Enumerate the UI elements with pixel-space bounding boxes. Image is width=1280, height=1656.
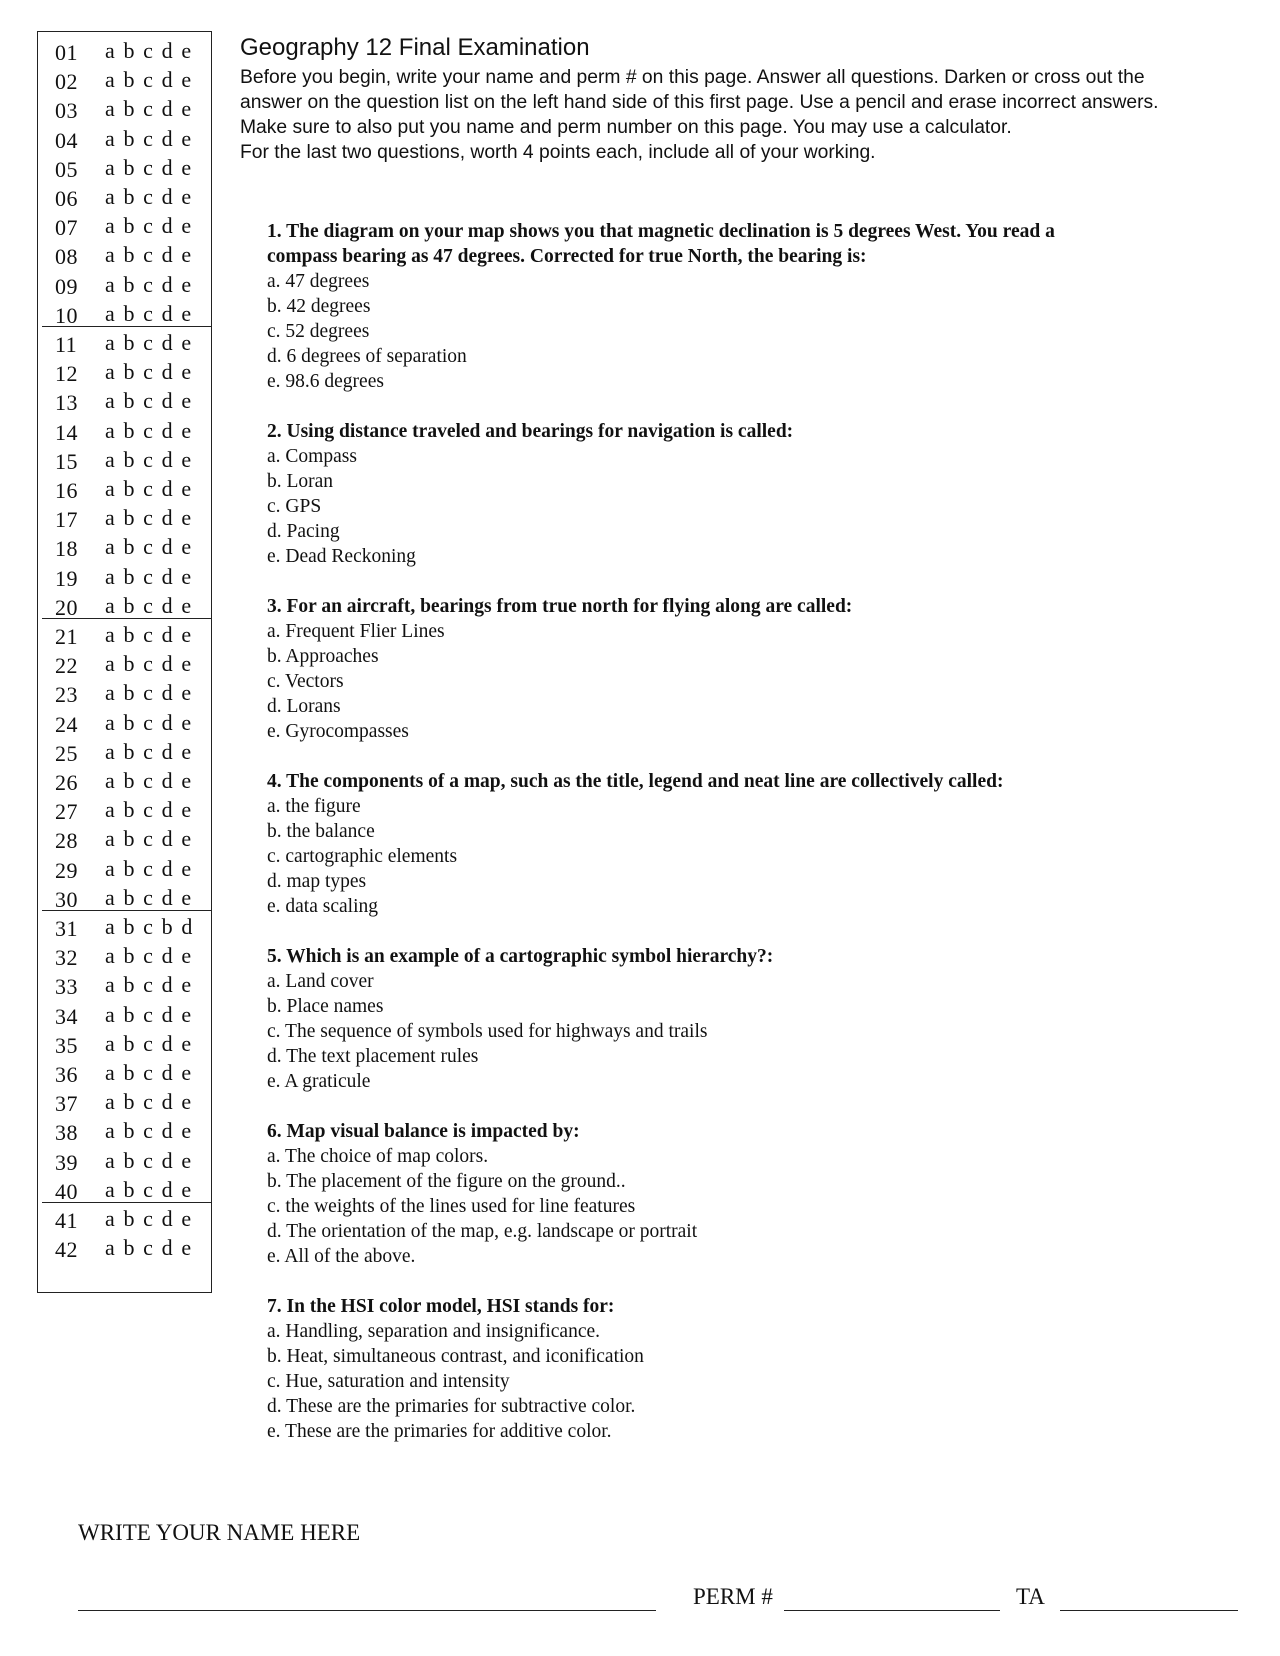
answer-row [38, 1175, 211, 1204]
answer-number: 42 [55, 1237, 78, 1263]
answer-sheet [37, 31, 212, 1293]
answer-choices[interactable]: a b c d e [105, 680, 193, 706]
answer-choices[interactable]: a b c d e [105, 96, 193, 122]
question-option: a. Compass [267, 446, 357, 467]
answer-choices[interactable]: a b c d e [105, 1001, 193, 1027]
answer-number: 39 [55, 1149, 78, 1175]
answer-number: 28 [55, 828, 78, 854]
answer-number: 07 [55, 215, 78, 241]
question-block [267, 419, 1167, 569]
answer-choices[interactable]: a b c d e [105, 446, 193, 472]
answer-number: 21 [55, 624, 78, 649]
answer-choices[interactable]: a b c d e [105, 1176, 193, 1202]
answer-choices[interactable]: a b c d e [105, 242, 193, 268]
answer-number: 03 [55, 98, 78, 124]
answer-choices[interactable]: a b c d e [105, 476, 193, 501]
answer-row [38, 532, 211, 561]
perm-label: PERM # [693, 1584, 773, 1609]
answer-choices[interactable]: a b c d e [105, 213, 193, 239]
answer-row [38, 1000, 211, 1029]
answer-number: 33 [55, 974, 78, 1000]
answer-choices[interactable]: a b c d e [105, 768, 193, 793]
answer-row [38, 182, 211, 211]
name-blank[interactable] [78, 1582, 656, 1611]
answer-number: 15 [55, 448, 78, 474]
answer-row [38, 445, 211, 474]
question-block [267, 944, 1167, 1094]
answer-row [38, 970, 211, 999]
answer-number: 30 [55, 886, 78, 912]
question-block [267, 769, 1167, 919]
question-stem: 5. Which is an example of a cartographic symbol hierarchy?: [267, 946, 774, 967]
answer-number: 32 [55, 945, 78, 971]
question-block [267, 1119, 1167, 1269]
answer-number: 40 [55, 1178, 78, 1204]
answer-row [38, 1233, 211, 1262]
answer-choices[interactable]: a b c d e [105, 884, 193, 910]
question-stem: 6. Map visual balance is impacted by: [267, 1121, 580, 1142]
answer-number: 18 [55, 536, 78, 562]
answer-row [38, 357, 211, 386]
answer-row [38, 1029, 211, 1058]
exam-title: Geography 12 Final Examination [240, 34, 590, 61]
instructions-line: Make sure to also put you name and perm number on this page. You may use a calculator. [240, 117, 1012, 138]
question-option: e. A graticule [267, 1071, 371, 1092]
answer-choices[interactable]: a b c d e [105, 826, 193, 852]
question-option: c. GPS [267, 496, 322, 517]
question-option: a. 47 degrees [267, 271, 370, 292]
answer-choices[interactable]: a b c d e [105, 622, 193, 647]
answer-choices[interactable]: a b c d e [105, 1235, 193, 1261]
answer-row [38, 386, 211, 415]
answer-number: 05 [55, 156, 78, 182]
answer-number: 23 [55, 682, 78, 708]
answer-choices[interactable]: a b c d e [105, 330, 193, 355]
answer-row [38, 299, 211, 328]
answer-row [38, 649, 211, 678]
group-divider [42, 1202, 212, 1203]
answer-choices[interactable]: a b c b d [105, 914, 194, 939]
question-block [267, 1294, 1167, 1444]
answer-row [38, 416, 211, 445]
question-option: b. Heat, simultaneous contrast, and iconification [267, 1346, 644, 1367]
question-option: b. Place names [267, 996, 384, 1017]
ta-blank[interactable] [1060, 1582, 1238, 1611]
answer-row [38, 708, 211, 737]
answer-number: 38 [55, 1120, 78, 1146]
answer-row [38, 824, 211, 853]
group-divider [42, 910, 212, 911]
answer-choices[interactable]: a b c d e [105, 300, 193, 326]
question-option: a. The choice of map colors. [267, 1146, 489, 1167]
question-option: e. Gyrocompasses [267, 721, 409, 742]
answer-number: 22 [55, 653, 78, 679]
answer-number: 13 [55, 390, 78, 416]
answer-row [38, 124, 211, 153]
question-option: e. 98.6 degrees [267, 371, 384, 392]
answer-row [38, 795, 211, 824]
answer-number: 31 [55, 916, 78, 941]
answer-number: 09 [55, 273, 78, 299]
answer-row [38, 211, 211, 240]
answer-number: 29 [55, 857, 78, 883]
question-stem: 4. The components of a map, such as the title, legend and neat line are collectively called: [267, 771, 1004, 792]
answer-number: 34 [55, 1003, 78, 1029]
question-option: a. the figure [267, 796, 361, 817]
answer-choices[interactable]: a b c d e [105, 943, 193, 969]
answer-choices[interactable]: a b c d e [105, 1030, 193, 1056]
question-option: c. Hue, saturation and intensity [267, 1371, 510, 1392]
answer-number: 24 [55, 711, 78, 737]
answer-number: 12 [55, 361, 78, 387]
answer-number: 11 [55, 332, 78, 357]
question-option: d. The orientation of the map, e.g. landscape or portrait [267, 1221, 698, 1242]
answer-choices[interactable]: a b c d e [105, 271, 193, 297]
question-option: d. 6 degrees of separation [267, 346, 467, 367]
answer-number: 41 [55, 1208, 78, 1233]
question-list [267, 219, 1167, 1469]
answer-choices[interactable]: a b c d e [105, 709, 193, 735]
answer-choices[interactable]: a b c d e [105, 972, 193, 998]
answer-row [38, 328, 211, 357]
answer-row [38, 737, 211, 766]
answer-row [38, 941, 211, 970]
answer-number: 16 [55, 478, 78, 503]
answer-number: 14 [55, 419, 78, 445]
instructions-line: Before you begin, write your name and perm # on this page. Answer all questions. Darken or cross out the [240, 67, 1145, 88]
answer-choices[interactable]: a b c d e [105, 417, 193, 443]
answer-number: 06 [55, 186, 78, 211]
answer-choices[interactable]: a b c d e [105, 855, 193, 881]
answer-row [38, 474, 211, 503]
answer-row [38, 562, 211, 591]
question-option: d. Lorans [267, 696, 341, 717]
answer-choices[interactable]: a b c d e [105, 797, 193, 823]
answer-row [38, 65, 211, 94]
answer-choices[interactable]: a b c d e [105, 534, 193, 560]
question-option: a. Land cover [267, 971, 374, 992]
answer-number: 02 [55, 69, 78, 95]
answer-number: 27 [55, 799, 78, 825]
answer-number: 20 [55, 594, 78, 620]
question-option: c. 52 degrees [267, 321, 370, 342]
answer-row [38, 94, 211, 123]
instructions-line: For the last two questions, worth 4 points each, include all of your working. [240, 142, 876, 163]
footer-fields [78, 1582, 1238, 1612]
answer-choices[interactable]: a b c d e [105, 388, 193, 414]
question-stem: 3. For an aircraft, bearings from true north for flying along are called: [267, 596, 853, 617]
question-option: a. Handling, separation and insignificance. [267, 1321, 601, 1342]
ta-label: TA [1016, 1584, 1045, 1609]
question-option: c. The sequence of symbols used for highways and trails [267, 1021, 708, 1042]
question-option: d. The text placement rules [267, 1046, 479, 1067]
answer-choices[interactable]: a b c d e [105, 184, 193, 209]
answer-row [38, 240, 211, 269]
answer-choices[interactable]: a b c d e [105, 592, 193, 618]
question-block [267, 594, 1167, 744]
question-option: d. These are the primaries for subtractive color. [267, 1396, 636, 1417]
answer-number: 10 [55, 302, 78, 328]
answer-choices[interactable]: a b c d e [105, 1060, 193, 1085]
question-option: c. cartographic elements [267, 846, 458, 867]
instructions-line: answer on the question list on the left hand side of this first page. Use a pencil and erase incorrect answers. [240, 92, 1159, 113]
answer-row [38, 591, 211, 620]
answer-row [38, 854, 211, 883]
answer-row [38, 1116, 211, 1145]
answer-row [38, 270, 211, 299]
question-option: d. map types [267, 871, 367, 892]
answer-number: 37 [55, 1091, 78, 1117]
answer-number: 26 [55, 770, 78, 795]
answer-row [38, 1204, 211, 1233]
answer-choices[interactable]: a b c d e [105, 67, 193, 93]
question-option: c. the weights of the lines used for line features [267, 1196, 636, 1217]
answer-choices[interactable]: a b c d e [105, 359, 193, 385]
group-divider [42, 326, 212, 327]
question-option: e. All of the above. [267, 1246, 416, 1267]
answer-choices[interactable]: a b c d e [105, 1206, 193, 1231]
question-option: e. data scaling [267, 896, 378, 917]
answer-row [38, 678, 211, 707]
answer-choices[interactable]: a b c d e [105, 505, 193, 531]
answer-choices[interactable]: a b c d e [105, 738, 193, 764]
perm-blank[interactable] [784, 1582, 1000, 1611]
answer-number: 17 [55, 507, 78, 533]
answer-row [38, 153, 211, 182]
question-option: b. the balance [267, 821, 375, 842]
answer-number: 35 [55, 1032, 78, 1058]
answer-row [38, 36, 211, 65]
answer-choices[interactable]: a b c d e [105, 1147, 193, 1173]
answer-choices[interactable]: a b c d e [105, 38, 193, 63]
question-option: e. These are the primaries for additive color. [267, 1421, 612, 1442]
answer-row [38, 766, 211, 795]
answer-number: 36 [55, 1062, 78, 1087]
answer-row [38, 883, 211, 912]
question-option: b. Loran [267, 471, 334, 492]
answer-number: 19 [55, 565, 78, 591]
question-stem: 7. In the HSI color model, HSI stands for: [267, 1296, 615, 1317]
answer-choices[interactable]: a b c d e [105, 1089, 193, 1115]
answer-number: 01 [55, 40, 78, 65]
answer-row [38, 1146, 211, 1175]
answer-choices[interactable]: a b c d e [105, 1118, 193, 1144]
answer-number: 08 [55, 244, 78, 270]
answer-row [38, 620, 211, 649]
question-option: d. Pacing [267, 521, 340, 542]
answer-choices[interactable]: a b c d e [105, 125, 193, 151]
signature-footer [78, 1518, 1238, 1609]
question-option: b. Approaches [267, 646, 379, 667]
answer-choices[interactable]: a b c d e [105, 651, 193, 677]
answer-choices[interactable]: a b c d e [105, 563, 193, 589]
question-stem: 1. The diagram on your map shows you that magnetic declination is 5 degrees West. You read a compass bearing as 47 degrees. Corrected for true North, the bearing is: [267, 221, 1055, 267]
question-option: c. Vectors [267, 671, 344, 692]
exam-header [240, 33, 1260, 165]
question-option: b. 42 degrees [267, 296, 371, 317]
group-divider [42, 618, 212, 619]
question-option: e. Dead Reckoning [267, 546, 416, 567]
answer-choices[interactable]: a b c d e [105, 154, 193, 180]
answer-row [38, 1087, 211, 1116]
question-stem: 2. Using distance traveled and bearings for navigation is called: [267, 421, 794, 442]
question-option: b. The placement of the figure on the ground.. [267, 1171, 626, 1192]
name-label: WRITE YOUR NAME HERE [78, 1520, 361, 1545]
answer-row [38, 503, 211, 532]
question-option: a. Frequent Flier Lines [267, 621, 445, 642]
answer-number: 04 [55, 127, 78, 153]
answer-row [38, 912, 211, 941]
answer-row [38, 1058, 211, 1087]
question-block [267, 219, 1167, 394]
answer-number: 25 [55, 740, 78, 766]
